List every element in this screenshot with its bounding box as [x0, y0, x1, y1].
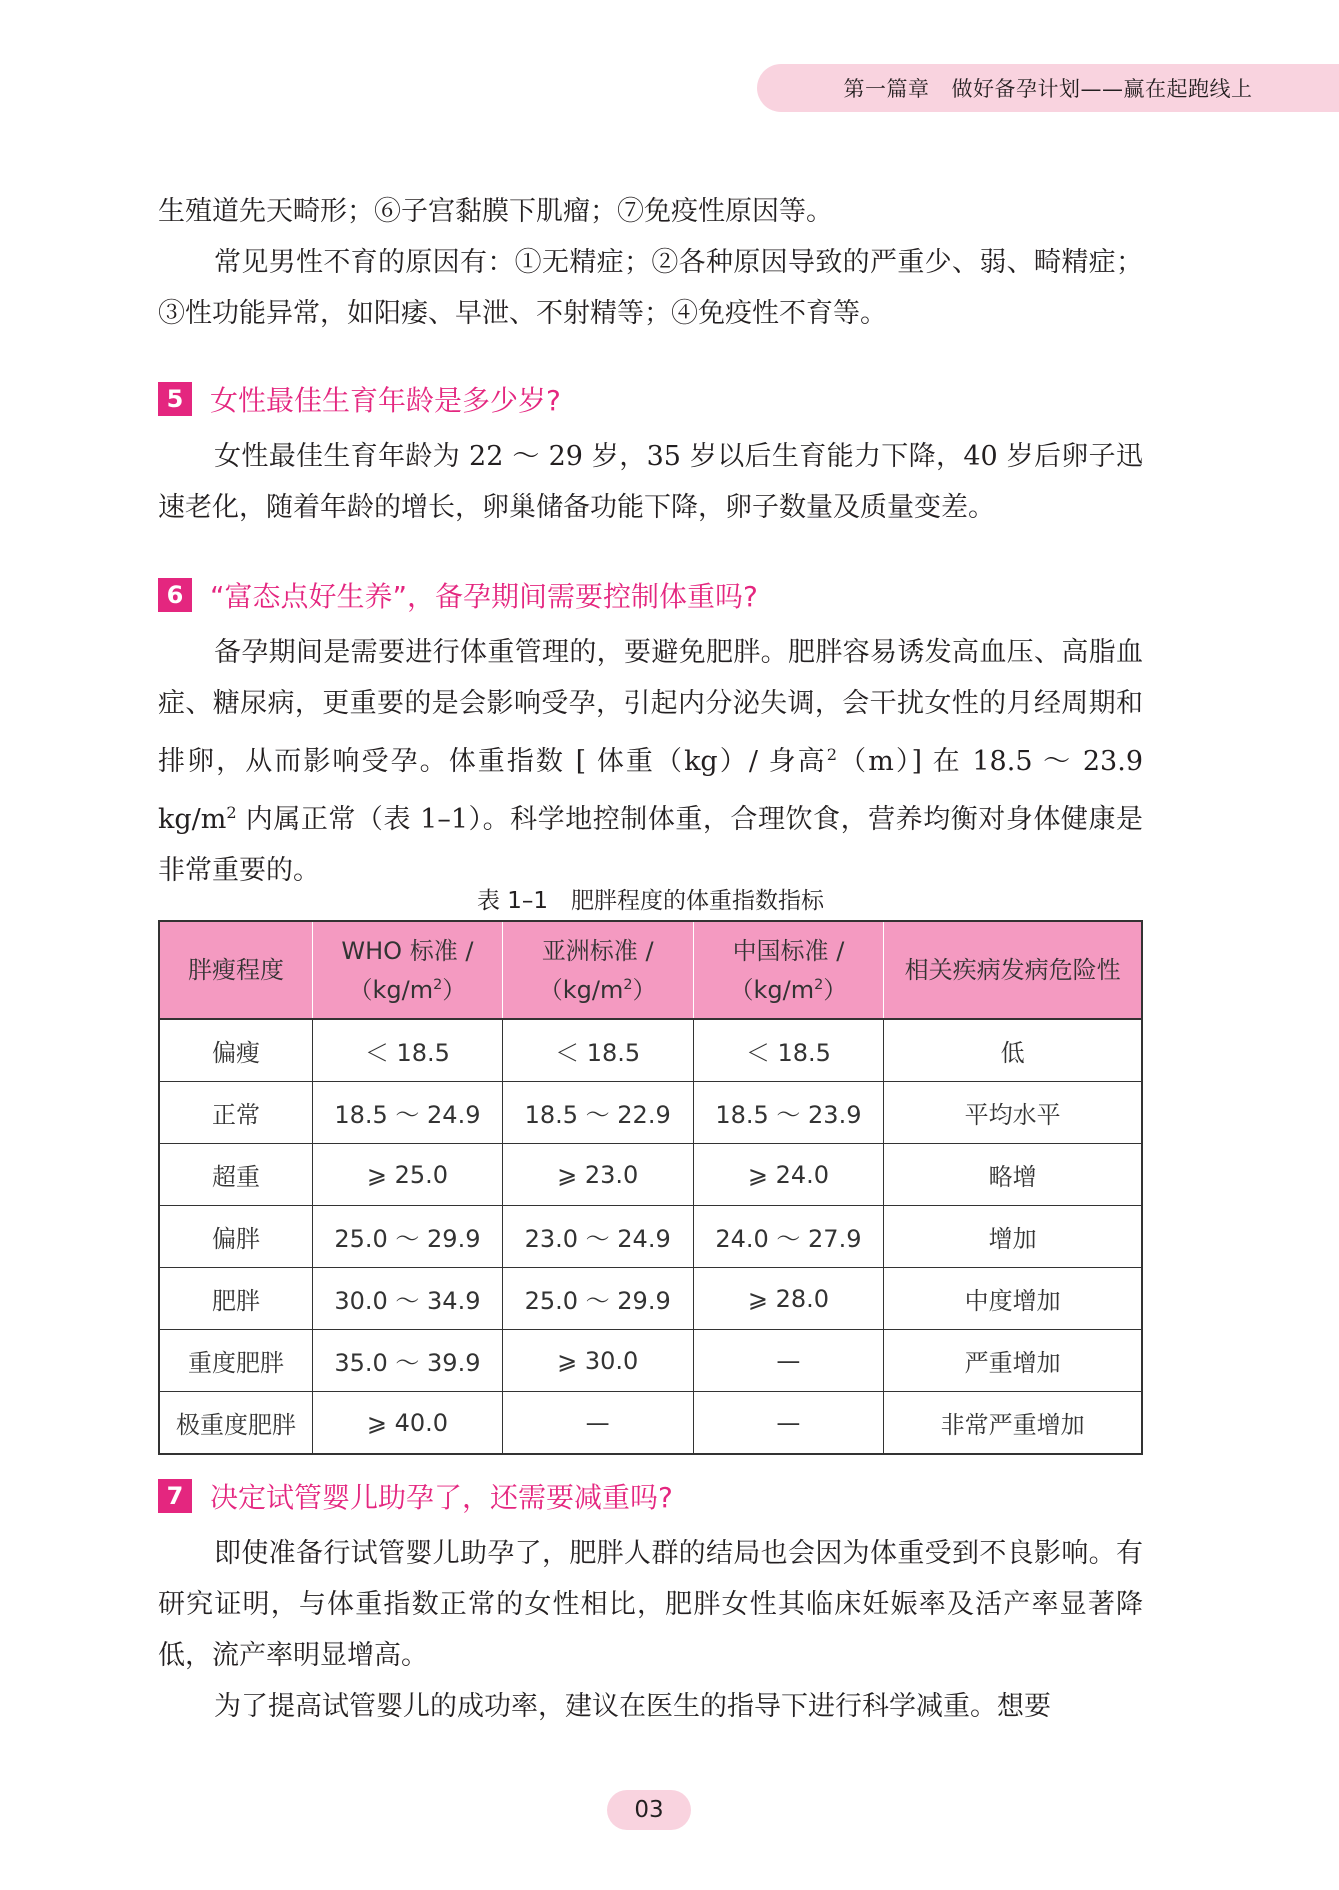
- intro-paragraph-2: 常见男性不育的原因有：①无精症；②各种原因导致的严重少、弱、畸精症；③性功能异常，如阳痿、早泄、不射精等；④免疫性不育等。: [158, 247, 1143, 329]
- table-row: [159, 1144, 1142, 1206]
- table-row: [159, 1268, 1142, 1330]
- table-cell: —: [502, 1392, 693, 1455]
- table-cell: —: [693, 1392, 884, 1455]
- section-6-body: [158, 627, 1143, 896]
- table-cell: 平均水平: [884, 1082, 1142, 1144]
- superscript: 2: [226, 803, 237, 822]
- table-cell: 低: [884, 1019, 1142, 1082]
- table-row: [159, 1082, 1142, 1144]
- table-cell: 超重: [159, 1144, 313, 1206]
- table-cell: 增加: [884, 1206, 1142, 1268]
- section-number-badge: 7: [158, 1479, 192, 1513]
- header-cell: WHO 标准 / $(kg/m^2)$: [313, 921, 503, 1019]
- table-cell: ⩾ 30.0: [502, 1330, 693, 1392]
- table-cell: ⩾ 28.0: [693, 1268, 884, 1330]
- body-text: 备孕期间是需要进行体重管理的，要避免肥胖。肥胖容易诱发高血压、高脂血症、糖尿病，更重要的是会影响受孕，引起内分泌失调，会干扰女性的月经周期和排卵，从而影响受孕。体重指数 [ 体重（kg）/ 身高: [158, 637, 1143, 777]
- table-cell: 23.0 ～ 24.9: [502, 1206, 693, 1268]
- table-cell: ＜ 18.5: [693, 1019, 884, 1082]
- table-cell: ⩾ 25.0: [313, 1144, 503, 1206]
- intro-paragraph-1: 生殖道先天畸形；⑥子宫黏膜下肌瘤；⑦免疫性原因等。: [158, 196, 833, 227]
- body-text: 内属正常（表 1–1）。科学地控制体重，合理饮食，营养均衡对身体健康是非常重要的。: [158, 804, 1143, 886]
- section-7-paragraph-2: 为了提高试管婴儿的成功率，建议在医生的指导下进行科学减重。想要: [214, 1691, 1051, 1722]
- table-row: [159, 1206, 1142, 1268]
- table-cell: 18.5 ～ 24.9: [313, 1082, 503, 1144]
- table-cell: 24.0 ～ 27.9: [693, 1206, 884, 1268]
- table-cell: 肥胖: [159, 1268, 313, 1330]
- table-cell: ⩾ 24.0: [693, 1144, 884, 1206]
- table-cell: 偏胖: [159, 1206, 313, 1268]
- superscript: 2: [826, 745, 838, 764]
- header-cell: 中国标准 / $(kg/m^2)$: [693, 921, 884, 1019]
- table-cell: 25.0 ～ 29.9: [502, 1268, 693, 1330]
- section-title: “富态点好生养”，备孕期间需要控制体重吗?: [210, 580, 758, 613]
- table-cell: ＜ 18.5: [502, 1019, 693, 1082]
- header-cell: 胖瘦程度: [159, 921, 313, 1019]
- header-cell: 相关疾病发病危险性: [884, 921, 1142, 1019]
- section-5-heading: [158, 381, 561, 417]
- header-cell: 亚洲标准 / $(kg/m^2)$: [502, 921, 693, 1019]
- section-number-badge: 5: [158, 382, 192, 416]
- section-6-heading: [158, 577, 758, 613]
- chapter-label: 第一篇章: [843, 77, 930, 101]
- table-cell: ⩾ 40.0: [313, 1392, 503, 1455]
- table-cell: 30.0 ～ 34.9: [313, 1268, 503, 1330]
- page-number: 03: [607, 1790, 691, 1830]
- chapter-title: 做好备孕计划——赢在起跑线上: [951, 77, 1253, 101]
- table-header-row: [159, 921, 1142, 1019]
- table-cell: 25.0 ～ 29.9: [313, 1206, 503, 1268]
- section-title: 决定试管婴儿助孕了，还需要减重吗?: [210, 1481, 673, 1514]
- table-cell: ＜ 18.5: [313, 1019, 503, 1082]
- body-text: （m）] 在 18.5 ～ 23.9 kg/m: [158, 746, 1144, 835]
- section-title: 女性最佳生育年龄是多少岁?: [210, 384, 561, 417]
- table-cell: 重度肥胖: [159, 1330, 313, 1392]
- table-cell: 严重增加: [884, 1330, 1142, 1392]
- table-row: [159, 1019, 1142, 1082]
- section-7-paragraph-1: 即使准备行试管婴儿助孕了，肥胖人群的结局也会因为体重受到不良影响。有研究证明，与体重指数正常的女性相比，肥胖女性其临床妊娠率及活产率显著降低，流产率明显增高。: [158, 1538, 1143, 1671]
- bmi-table: [158, 920, 1143, 1455]
- table-cell: 18.5 ～ 22.9: [502, 1082, 693, 1144]
- section-5-body: 女性最佳生育年龄为 22 ～ 29 岁，35 岁以后生育能力下降，40 岁后卵子迅速老化，随着年龄的增长，卵巢储备功能下降，卵子数量及质量变差。: [158, 441, 1143, 523]
- table-caption: 表 1–1 肥胖程度的体重指数指标: [476, 888, 825, 914]
- running-header: [757, 64, 1339, 112]
- table-cell: ⩾ 23.0: [502, 1144, 693, 1206]
- table-cell: 极重度肥胖: [159, 1392, 313, 1455]
- table-cell: 略增: [884, 1144, 1142, 1206]
- table-row: [159, 1330, 1142, 1392]
- table-cell: 偏瘦: [159, 1019, 313, 1082]
- section-7-heading: [158, 1478, 673, 1514]
- table-cell: 非常严重增加: [884, 1392, 1142, 1455]
- table-cell: 中度增加: [884, 1268, 1142, 1330]
- table-row: [159, 1392, 1142, 1455]
- table-cell: 18.5 ～ 23.9: [693, 1082, 884, 1144]
- table-cell: 35.0 ～ 39.9: [313, 1330, 503, 1392]
- table-cell: 正常: [159, 1082, 313, 1144]
- table-cell: —: [693, 1330, 884, 1392]
- section-number-badge: 6: [158, 578, 192, 612]
